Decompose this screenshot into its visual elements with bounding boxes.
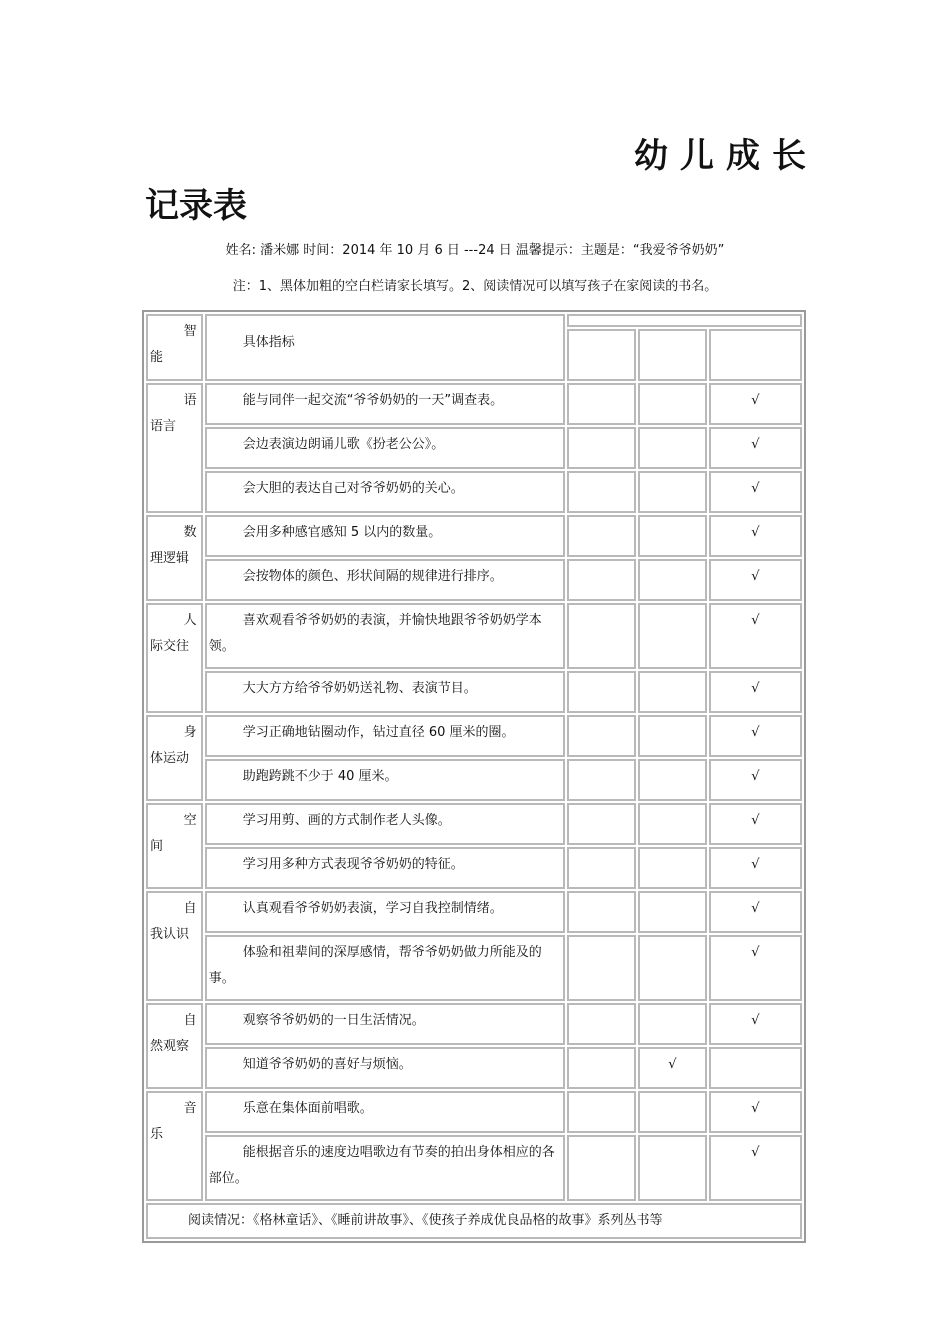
indicator-cell	[205, 559, 565, 601]
rating-cell	[567, 1003, 636, 1045]
category-label-1: 自	[183, 1013, 197, 1028]
rating-cell	[709, 671, 802, 713]
header-row	[146, 314, 802, 327]
indicator-cell	[205, 603, 565, 669]
rating-cell	[567, 1047, 636, 1089]
table-row	[146, 803, 802, 845]
reading-cell	[146, 1203, 802, 1239]
category-label-2: 乐	[150, 1127, 164, 1142]
indicator-text: 会用多种感官感知 5 以内的数量。	[242, 525, 442, 540]
rating-cell	[567, 891, 636, 933]
rating-cell	[638, 1003, 707, 1045]
check-mark: √	[751, 1101, 760, 1116]
header-indicator-cell	[205, 314, 565, 381]
indicator-cell	[205, 383, 565, 425]
indicator-text: 体验和祖辈间的深厚感情，帮爷爷奶奶做力所能及的事。	[208, 945, 542, 986]
category-label-2: 然观察	[150, 1039, 190, 1054]
rating-cell	[567, 847, 636, 889]
rating-cell	[567, 715, 636, 757]
rating-cell	[638, 559, 707, 601]
indicator-text: 学习用多种方式表现爷爷奶奶的特征。	[242, 857, 464, 872]
check-mark: √	[751, 769, 760, 784]
rating-cell	[709, 559, 802, 601]
rating-cell	[709, 427, 802, 469]
header-category-2: 能	[150, 350, 164, 365]
table-row	[146, 671, 802, 713]
rating-cell	[638, 759, 707, 801]
table-row	[146, 847, 802, 889]
indicator-text: 学习正确地钻圈动作，钻过直径 60 厘米的圈。	[242, 725, 515, 740]
rating-cell	[709, 891, 802, 933]
header-rating-span	[567, 314, 802, 327]
rating-cell	[638, 803, 707, 845]
page-title-line1: 幼儿成长	[634, 136, 818, 176]
rating-cell	[567, 559, 636, 601]
rating-cell	[567, 803, 636, 845]
category-label-1: 身	[183, 725, 197, 740]
category-label-2: 理逻辑	[150, 551, 190, 566]
category-label-1: 数	[183, 525, 197, 540]
table-row	[146, 715, 802, 757]
indicator-text: 乐意在集体面前唱歌。	[242, 1101, 373, 1116]
rating-cell	[709, 471, 802, 513]
rating-cell	[709, 1091, 802, 1133]
indicator-cell	[205, 891, 565, 933]
info-line: 姓名: 潘米娜 时间：2014 年 10 月 6 日 ---24 日 温馨提示：主题是：“我爱爷爷奶奶”	[225, 243, 725, 258]
check-mark: √	[751, 857, 760, 872]
indicator-cell	[205, 847, 565, 889]
rating-cell	[709, 383, 802, 425]
table-row	[146, 1003, 802, 1045]
check-mark: √	[751, 525, 760, 540]
indicator-cell	[205, 1135, 565, 1201]
category-cell	[146, 803, 203, 889]
rating-cell	[638, 1135, 707, 1201]
rating-cell	[567, 935, 636, 1001]
check-mark: √	[751, 681, 760, 696]
table-row	[146, 515, 802, 557]
check-mark: √	[751, 901, 760, 916]
header-category-1: 智	[183, 324, 197, 339]
rating-cell	[709, 935, 802, 1001]
table-row	[146, 1047, 802, 1089]
indicator-text: 会边表演边朗诵儿歌《扮老公公》。	[242, 437, 445, 452]
table-row	[146, 383, 802, 425]
indicator-text: 认真观看爷爷奶奶表演，学习自我控制情绪。	[242, 901, 503, 916]
rating-cell	[567, 759, 636, 801]
category-cell	[146, 1091, 203, 1201]
indicator-text: 能根据音乐的速度边唱歌边有节奏的拍出身体相应的各部位。	[208, 1145, 555, 1186]
category-label-2: 体运动	[150, 751, 190, 766]
record-table	[142, 310, 806, 1243]
indicator-text: 学习用剪、画的方式制作老人头像。	[242, 813, 451, 828]
indicator-cell	[205, 515, 565, 557]
category-label-1: 人	[183, 613, 197, 628]
indicator-cell	[205, 671, 565, 713]
rating-cell	[638, 1047, 707, 1089]
rating-cell	[638, 891, 707, 933]
table-row	[146, 759, 802, 801]
category-label-1: 自	[183, 901, 197, 916]
rating-cell	[567, 603, 636, 669]
rating-cell	[567, 427, 636, 469]
indicator-cell	[205, 715, 565, 757]
rating-cell	[567, 671, 636, 713]
rating-cell	[709, 715, 802, 757]
indicator-text: 会大胆的表达自己对爷爷奶奶的关心。	[242, 481, 464, 496]
category-cell	[146, 1003, 203, 1089]
check-mark: √	[668, 1057, 677, 1072]
indicator-text: 助跑跨跳不少于 40 厘米。	[242, 769, 398, 784]
category-label-2: 间	[150, 839, 164, 854]
indicator-cell	[205, 471, 565, 513]
rating-cell	[567, 383, 636, 425]
category-cell	[146, 891, 203, 1001]
note-line: 注：1、黑体加粗的空白栏请家长填写。2、阅读情况可以填写孩子在家阅读的书名。	[232, 279, 718, 294]
category-cell	[146, 515, 203, 601]
category-cell	[146, 603, 203, 713]
rating-col-2	[638, 329, 707, 381]
page-title-line2: 记录表	[145, 186, 247, 226]
check-mark: √	[751, 725, 760, 740]
table-row	[146, 427, 802, 469]
indicator-text: 能与同伴一起交流“爷爷奶奶的一天”调查表。	[242, 393, 504, 408]
table-row	[146, 559, 802, 601]
check-mark: √	[751, 613, 760, 628]
rating-col-3	[709, 329, 802, 381]
indicator-text: 大大方方给爷爷奶奶送礼物、表演节目。	[242, 681, 477, 696]
indicator-text: 知道爷爷奶奶的喜好与烦恼。	[242, 1057, 412, 1072]
category-label-2: 我认识	[150, 927, 190, 942]
rating-cell	[638, 471, 707, 513]
rating-cell	[638, 383, 707, 425]
header-category-cell	[146, 314, 203, 381]
indicator-cell	[205, 759, 565, 801]
table-row	[146, 1135, 802, 1201]
rating-cell	[709, 1047, 802, 1089]
rating-cell	[638, 603, 707, 669]
table-row	[146, 891, 802, 933]
category-label-2: 际交往	[150, 639, 190, 654]
rating-cell	[638, 847, 707, 889]
indicator-text: 喜欢观看爷爷奶奶的表演，并愉快地跟爷爷奶奶学本领。	[208, 613, 542, 654]
indicator-cell	[205, 803, 565, 845]
reading-row	[146, 1203, 802, 1239]
check-mark: √	[751, 1145, 760, 1160]
check-mark: √	[751, 437, 760, 452]
rating-cell	[638, 715, 707, 757]
indicator-text: 会按物体的颜色、形状间隔的规律进行排序。	[242, 569, 503, 584]
rating-cell	[567, 1091, 636, 1133]
rating-col-1	[567, 329, 636, 381]
category-label-1: 音	[183, 1101, 197, 1116]
category-label-1: 语	[183, 393, 197, 408]
rating-cell	[709, 515, 802, 557]
rating-cell	[567, 515, 636, 557]
reading-text: 阅读情况：《格林童话》、《睡前讲故事》、《使孩子养成优良品格的故事》系列丛书等	[188, 1213, 663, 1228]
check-mark: √	[751, 569, 760, 584]
indicator-cell	[205, 1003, 565, 1045]
category-label-2: 语言	[150, 419, 177, 434]
rating-cell	[709, 1135, 802, 1201]
rating-cell	[638, 427, 707, 469]
indicator-cell	[205, 1047, 565, 1089]
table-row	[146, 603, 802, 669]
check-mark: √	[751, 393, 760, 408]
indicator-cell	[205, 935, 565, 1001]
rating-cell	[567, 471, 636, 513]
rating-cell	[709, 803, 802, 845]
check-mark: √	[751, 813, 760, 828]
table-row	[146, 1091, 802, 1133]
table-row	[146, 471, 802, 513]
table-row	[146, 935, 802, 1001]
category-cell	[146, 383, 203, 513]
rating-cell	[638, 671, 707, 713]
check-mark: √	[751, 1013, 760, 1028]
rating-cell	[638, 1091, 707, 1133]
rating-cell	[638, 935, 707, 1001]
rating-cell	[709, 759, 802, 801]
rating-cell	[638, 515, 707, 557]
category-label-1: 空	[183, 813, 197, 828]
rating-cell	[709, 847, 802, 889]
rating-cell	[709, 1003, 802, 1045]
header-indicator: 具体指标	[242, 335, 295, 350]
indicator-cell	[205, 1091, 565, 1133]
indicator-cell	[205, 427, 565, 469]
rating-cell	[567, 1135, 636, 1201]
check-mark: √	[751, 945, 760, 960]
rating-cell	[709, 603, 802, 669]
check-mark: √	[751, 481, 760, 496]
category-cell	[146, 715, 203, 801]
indicator-text: 观察爷爷奶奶的一日生活情况。	[242, 1013, 425, 1028]
